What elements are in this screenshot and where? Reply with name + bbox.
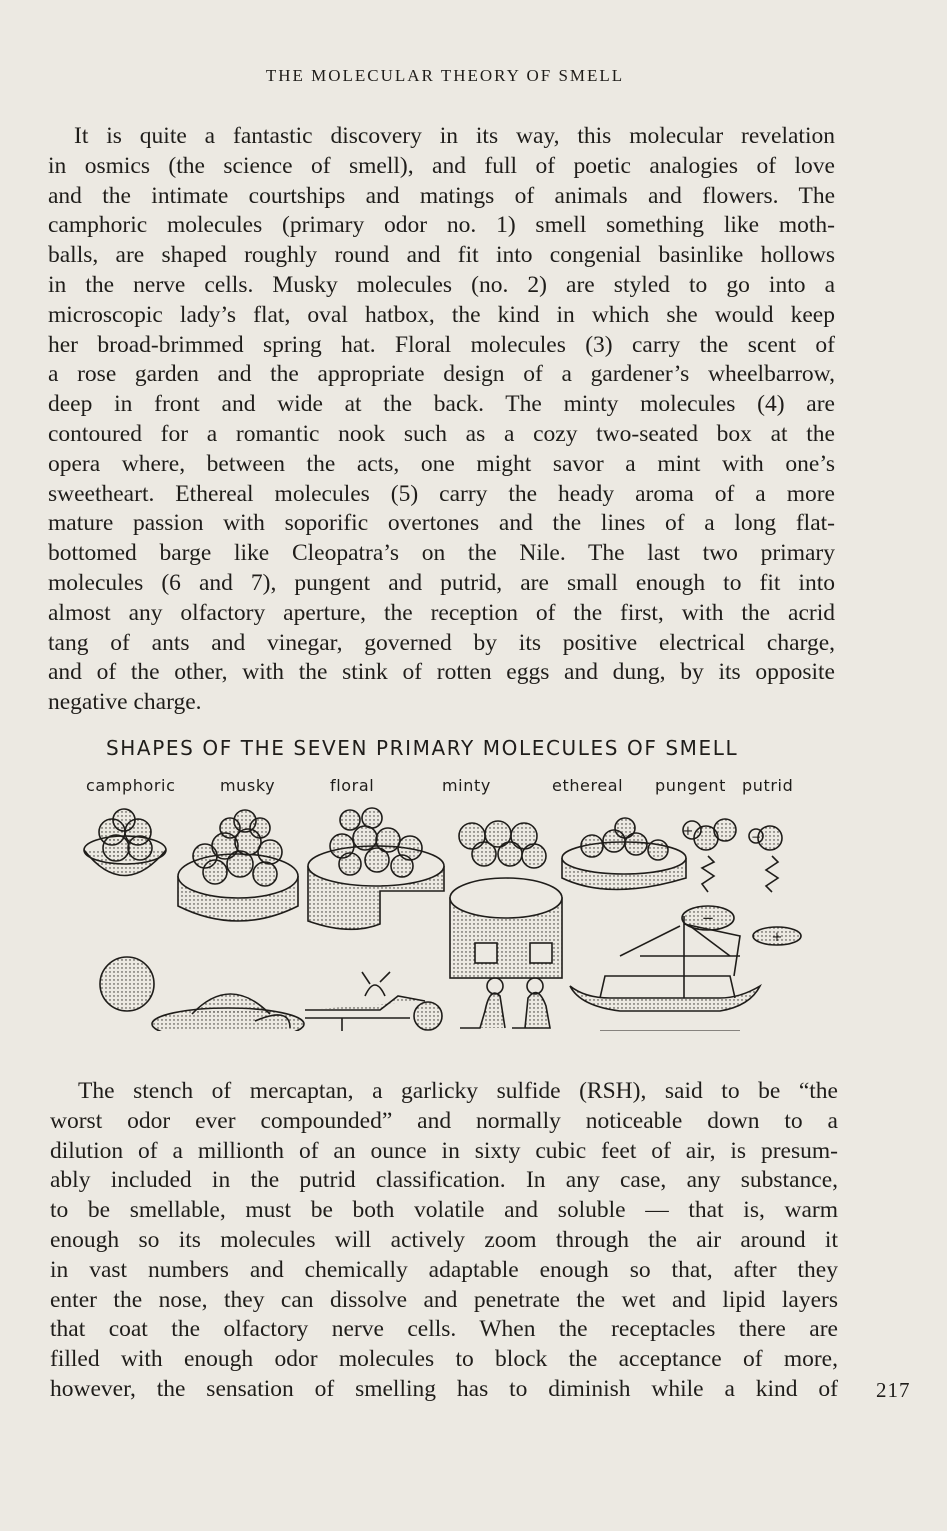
text-line: balls, are shaped roughly round and fit into congenial basinlike hollows [48, 242, 835, 269]
text-line: that coat the olfactory nerve cells. When the receptacles there are [50, 1316, 838, 1343]
text-line: sweetheart. Ethereal molecules (5) carry the heady aroma of a more [48, 480, 835, 507]
minty-molecule-drawing [450, 821, 562, 1028]
negative-charge-sign: − [750, 830, 762, 844]
page-number: 217 [876, 1378, 911, 1402]
text-line: camphoric molecules (primary odor no. 1) smell something like moth- [48, 212, 835, 239]
negative-charge-sign: − [701, 909, 715, 927]
label-camphoric: camphoric [86, 776, 176, 795]
text-line: worst odor ever compounded” and normally noticeable down to a [50, 1107, 838, 1134]
text-line: to be smellable, must be both volatile and soluble — that is, warm [50, 1197, 838, 1224]
running-head: THE MOLECULAR THEORY OF SMELL [265, 66, 625, 85]
text-line: dilution of a millionth of an ounce in sixty cubic feet of air, is presum- [50, 1137, 838, 1164]
text-line: in the nerve cells. Musky molecules (no. 2) are styled to go into a [48, 271, 835, 298]
text-line: her broad-brimmed spring hat. Floral molecules (3) carry the scent of [48, 331, 835, 358]
molecule-illustration [80, 806, 810, 1031]
text-line: deep in front and wide at the back. The minty molecules (4) are [48, 391, 835, 418]
paragraph-1 [48, 122, 835, 718]
camphoric-molecule-drawing [84, 809, 166, 1011]
text-line: tang of ants and vinegar, governed by its positive electrical charge, [48, 629, 835, 656]
floral-molecule-drawing [305, 808, 444, 1031]
text-line: negative charge. [48, 689, 202, 716]
positive-charge-sign: + [771, 930, 783, 945]
text-line: bottomed barge like Cleopatra’s on the Nile. The last two primary [48, 540, 835, 567]
text-line: mature passion with soporific overtones and the lines of a long flat- [48, 510, 835, 537]
molecule-shapes-figure [80, 736, 810, 1036]
musky-molecule-drawing [152, 810, 304, 1031]
text-line: and the intimate courtships and matings of animals and flowers. The [48, 182, 835, 209]
label-musky: musky [220, 776, 276, 795]
text-line: It is quite a fantastic discovery in its way, this molecular revelation [74, 123, 835, 149]
text-line: ably included in the putrid classification. In any case, any substance, [50, 1167, 838, 1194]
text-line: almost any olfactory aperture, the reception of the first, with the acrid [48, 599, 835, 626]
paragraph-2 [50, 1077, 838, 1405]
positive-charge-sign: + [682, 824, 694, 839]
label-minty: minty [442, 776, 491, 795]
text-line: opera where, between the acts, one might savor a mint with one’s [48, 450, 835, 477]
label-putrid: putrid [742, 776, 794, 795]
text-line: a rose garden and the appropriate design of a gardener’s wheelbarrow, [48, 361, 835, 388]
text-line: molecules (6 and 7), pungent and putrid, are small enough to fit into [48, 569, 835, 596]
text-line: The stench of mercaptan, a garlicky sulfide (RSH), said to be “the [78, 1078, 838, 1104]
text-line: filled with enough odor molecules to block the acceptance of more, [50, 1346, 838, 1373]
text-line: contoured for a romantic nook such as a cozy two-seated box at the [48, 420, 835, 447]
label-pungent: pungent [655, 776, 727, 795]
text-line: enter the nose, they can dissolve and penetrate the wet and lipid layers [50, 1286, 838, 1313]
label-ethereal: ethereal [552, 776, 624, 795]
text-line: microscopic lady’s flat, oval hatbox, the kind in which she would keep [48, 301, 835, 328]
figure-title: SHAPES OF THE SEVEN PRIMARY MOLECULES OF SMELL [106, 736, 739, 760]
text-line: in vast numbers and chemically adaptable enough so that, after they [50, 1256, 838, 1283]
text-line: enough so its molecules will actively zoom through the air around it [50, 1226, 838, 1253]
label-floral: floral [330, 776, 375, 795]
text-line: and of the other, with the stink of rotten eggs and dung, by its opposite [48, 659, 835, 686]
text-line: in osmics (the science of smell), and full of poetic analogies of love [48, 152, 835, 179]
text-line: however, the sensation of smelling has to diminish while a kind of [50, 1375, 838, 1402]
